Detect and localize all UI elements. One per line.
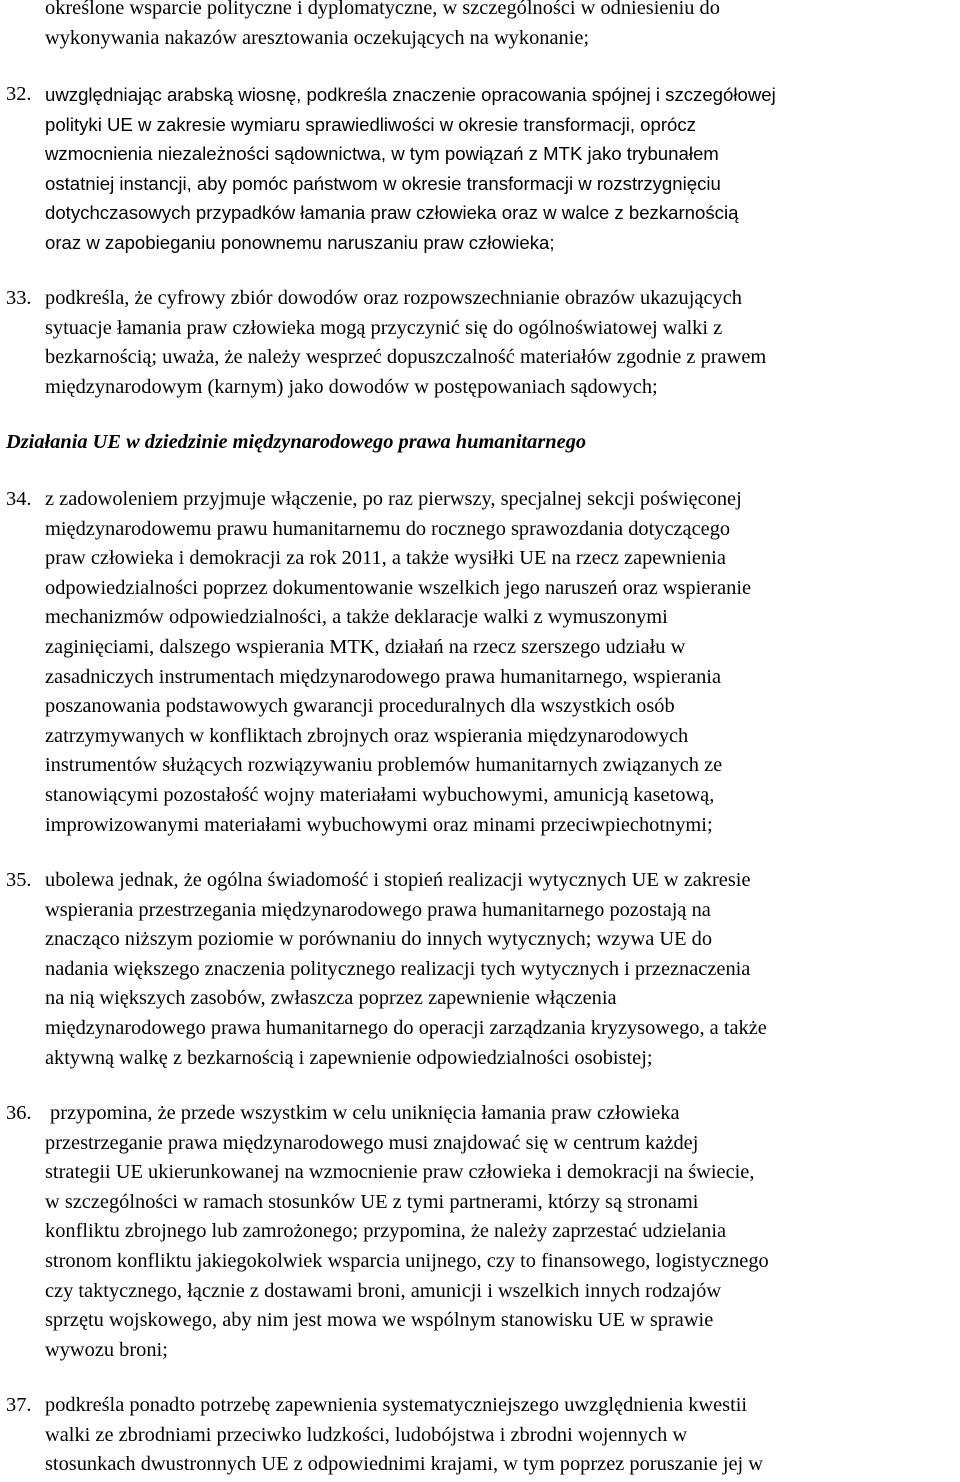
text-line: bezkarnością; uważa, że należy wesprzeć dopuszczalność materiałów zgodnie z prawem [45, 346, 767, 369]
text-line: improwizowanymi materiałami wybuchowymi oraz minami przeciwpiechotnymi; [45, 813, 713, 836]
paragraph-36 [0, 1099, 960, 1365]
text-line: zatrzymywanych w konfliktach zbrojnych oraz wspierania międzynarodowych [45, 724, 689, 747]
text-line: z zadowoleniem przyjmuje włączenie, po raz pierwszy, specjalnej sekcji poświęconej [45, 488, 742, 510]
text-line: międzynarodowego prawa humanitarnego do operacji zarządzania kryzysowego, a także [45, 1016, 767, 1039]
text-line: zaginięciami, dalszego wspierania MTK, działań na rzecz szerszego udziału w [45, 635, 686, 658]
text-line: wywozu broni; [45, 1338, 168, 1361]
text-line: stronom konfliktu jakiegokolwiek wsparcia unijnego, czy to finansowego, logistycznego [45, 1249, 769, 1272]
paragraph-number: 36. [6, 1102, 32, 1124]
text-line: odpowiedzialności poprzez dokumentowanie wszelkich jego naruszeń oraz wspieranie [45, 576, 752, 599]
paragraph-37 [0, 1391, 960, 1480]
paragraph-number: 35. [6, 869, 32, 891]
text-line: nadania większego znaczenia politycznego realizacji tych wytycznych i przeznaczenia [45, 957, 751, 980]
text-line: przypomina, że przede wszystkim w celu uniknięcia łamania praw człowieka [50, 1102, 680, 1124]
paragraph-number: 33. [6, 287, 32, 309]
text-line: sprzętu wojskowego, aby nim jest mowa we wspólnym stanowisku UE w sprawie [45, 1309, 714, 1332]
text-line: znacząco niższym poziomie w porównaniu do innych wytycznych; wzywa UE do [45, 928, 713, 951]
text-line: sytuacje łamania praw człowieka mogą przyczynić się do ogólnoświatowej walki z [45, 316, 723, 339]
text-line: poszanowania podstawowych gwarancji proceduralnych dla wszystkich osób [45, 695, 675, 718]
text-line: określone wsparcie polityczne i dyplomatyczne, w szczególności w odniesieniu do [45, 0, 720, 19]
text-line: polityki UE w zakresie wymiaru sprawiedliwości w okresie transformacji, oprócz [45, 113, 696, 135]
text-line: przestrzeganie prawa międzynarodowego musi znajdować się w centrum każdej [45, 1131, 699, 1154]
text-line: ubolewa jednak, że ogólna świadomość i stopień realizacji wytycznych UE w zakresie [45, 869, 751, 891]
section-heading: Działania UE w dziedzinie międzynarodowego prawa humanitarnego [6, 431, 587, 453]
text-line: międzynarodowemu prawu humanitarnemu do rocznego sprawozdania dotyczącego [45, 517, 731, 540]
paragraph-number: 32. [6, 83, 32, 105]
text-line: zasadniczych instrumentach międzynarodowego prawa humanitarnego, wspierania [45, 665, 722, 688]
text-line: uwzględniając arabską wiosnę, podkreśla znaczenie opracowania spójnej i szczegółowej [45, 84, 776, 105]
text-line: czy taktycznego, łącznie z dostawami broni, amunicji i wszelkich innych rodzajów [45, 1279, 722, 1302]
paragraph-continuation [0, 0, 960, 53]
text-line: stosunkach dwustronnych UE z odpowiednimi krajami, w tym poprzez poruszanie jej w [45, 1453, 764, 1476]
text-line: strategii UE ukierunkowanej na wzmocnienie praw człowieka i demokracji na świecie, [45, 1161, 755, 1184]
text-line: międzynarodowym (karnym) jako dowodów w postępowaniach sądowych; [45, 375, 658, 398]
paragraph-35 [0, 866, 960, 1073]
paragraph-number: 37. [6, 1394, 32, 1416]
text-line: dotychczasowych przypadków łamania praw człowieka oraz w walce z bezkarnością [45, 202, 739, 224]
text-line: oraz w zapobieganiu ponownemu naruszaniu praw człowieka; [45, 231, 555, 253]
text-line: aktywną walkę z bezkarnością i zapewnienie odpowiedzialności osobistej; [45, 1046, 653, 1069]
paragraph-33 [0, 284, 960, 402]
text-line: wzmocnienia niezależności sądownictwa, w tym powiązań z MTK jako trybunałem [45, 143, 719, 165]
text-line: w szczególności w ramach stosunków UE z tymi partnerami, którzy są stronami [45, 1190, 699, 1213]
text-line: walki ze zbrodniami przeciwko ludzkości, ludobójstwa i zbrodni wojennych w [45, 1423, 688, 1446]
text-line: podkreśla, że cyfrowy zbiór dowodów oraz rozpowszechnianie obrazów ukazujących [45, 287, 742, 309]
text-line: wspierania przestrzegania międzynarodowego prawa humanitarnego pozostają na [45, 898, 711, 921]
text-line: stanowiącymi pozostałość wojny materiałami wybuchowymi, amunicją kasetową, [45, 783, 715, 806]
paragraph-34 [0, 485, 960, 840]
text-line: konfliktu zbrojnego lub zamrożonego; przypomina, że należy zaprzestać udzielania [45, 1220, 727, 1243]
text-line: ostatniej instancji, aby pomóc państwom w okresie transformacji w rozstrzygnięciu [45, 172, 721, 194]
text-line: mechanizmów odpowiedzialności, a także deklaracje walki z wymuszonymi [45, 606, 668, 629]
text-line: praw człowieka i demokracji za rok 2011, a także wysiłki UE na rzecz zapewnienia [45, 547, 726, 570]
paragraph-number: 34. [6, 488, 32, 510]
text-line: na nią większych zasobów, zwłaszcza poprzez zapewnienie włączenia [45, 987, 617, 1010]
text-line: wykonywania nakazów aresztowania oczekujących na wykonanie; [45, 26, 590, 49]
text-line: podkreśla ponadto potrzebę zapewnienia systematyczniejszego uwzględnienia kwestii [45, 1394, 748, 1416]
paragraph-32 [0, 80, 960, 258]
text-line: instrumentów służących rozwiązywaniu problemów humanitarnych związanych ze [45, 754, 723, 777]
